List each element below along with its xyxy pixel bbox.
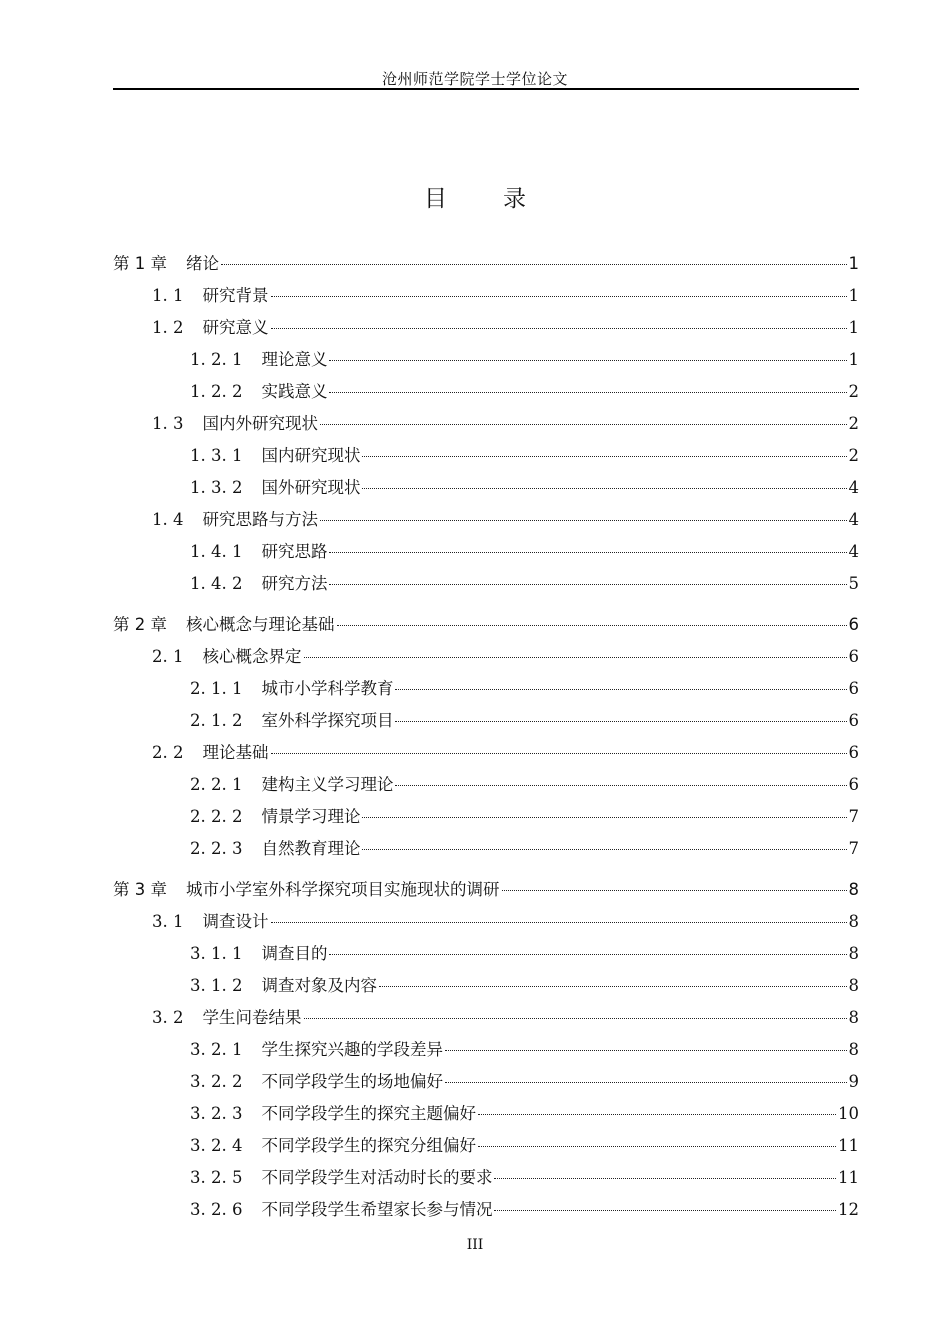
toc-entry-title: 不同学段学生对活动时长的要求: [261, 1168, 493, 1187]
toc-dot-leader: [478, 1146, 836, 1147]
toc-entry-page: 5: [848, 574, 859, 593]
toc-dot-leader: [395, 721, 846, 722]
toc-entry-title: 调查目的: [261, 944, 328, 963]
toc-section-entry[interactable]: [152, 739, 859, 763]
toc-entry-title: 理论意义: [261, 350, 328, 369]
toc-entry-title: 研究背景: [202, 286, 269, 305]
toc-entry-number: 3. 2. 6: [190, 1200, 243, 1219]
toc-entry-title: 不同学段学生的探究分组偏好: [261, 1136, 476, 1155]
toc-entry-page: 10: [838, 1104, 859, 1123]
toc-entry-title: 研究方法: [261, 574, 328, 593]
toc-subsection-entry[interactable]: [190, 474, 859, 498]
toc-subsection-entry[interactable]: [190, 538, 859, 562]
toc-subsection-entry[interactable]: [190, 940, 859, 964]
toc-entry-page: 12: [838, 1200, 859, 1219]
toc-entry-page: 8: [848, 1040, 859, 1059]
toc-chapter-entry[interactable]: [113, 876, 859, 900]
toc-dot-leader: [271, 296, 847, 297]
toc-title-char-1: 目: [424, 186, 447, 212]
toc-entry-page: 8: [848, 880, 859, 899]
toc-dot-leader: [271, 328, 847, 329]
toc-entry-page: 4: [848, 478, 859, 497]
toc-entry-page: 11: [838, 1136, 859, 1155]
toc-entry-number: 第 3 章: [113, 880, 167, 899]
toc-entry-title: 实践意义: [261, 382, 328, 401]
toc-dot-leader: [478, 1114, 836, 1115]
toc-subsection-entry[interactable]: [190, 1164, 859, 1188]
toc-subsection-entry[interactable]: [190, 346, 859, 370]
toc-entry-title: 学生问卷结果: [202, 1008, 302, 1027]
toc-entry-number: 2. 1. 1: [190, 679, 243, 698]
toc-entry-title: 调查对象及内容: [261, 976, 377, 995]
toc-dot-leader: [494, 1178, 836, 1179]
toc-section-entry[interactable]: [152, 314, 859, 338]
toc-subsection-entry[interactable]: [190, 771, 859, 795]
page-number: III: [466, 1237, 484, 1253]
toc-entry-title: 调查设计: [202, 912, 269, 931]
toc-dot-leader: [329, 392, 846, 393]
toc-entry-page: 8: [848, 1008, 859, 1027]
toc-subsection-entry[interactable]: [190, 972, 859, 996]
toc-subsection-entry[interactable]: [190, 675, 859, 699]
toc-entry-page: 4: [848, 510, 859, 529]
toc-entry-number: 1. 2. 2: [190, 382, 243, 401]
toc-subsection-entry[interactable]: [190, 378, 859, 402]
toc-entry-page: 6: [848, 647, 859, 666]
toc-dot-leader: [395, 785, 846, 786]
toc-subsection-entry[interactable]: [190, 570, 859, 594]
toc-entry-number: 3. 2: [152, 1008, 184, 1027]
toc-entry-page: 2: [848, 446, 859, 465]
toc-entry-page: 2: [848, 382, 859, 401]
toc-dot-leader: [271, 922, 847, 923]
toc-chapter-entry[interactable]: [113, 611, 859, 635]
toc-entry-page: 6: [848, 711, 859, 730]
toc-entry-number: 1. 4. 1: [190, 542, 243, 561]
toc-dot-leader: [329, 552, 846, 553]
toc-entry-page: 9: [848, 1072, 859, 1091]
toc-entry-page: 7: [848, 839, 859, 858]
toc-dot-leader: [362, 849, 846, 850]
toc-dot-leader: [494, 1210, 836, 1211]
toc-entry-number: 1. 4. 2: [190, 574, 243, 593]
toc-dot-leader: [221, 264, 847, 265]
toc-entry-page: 2: [848, 414, 859, 433]
toc-dot-leader: [271, 753, 847, 754]
toc-entry-number: 2. 1: [152, 647, 184, 666]
toc-entry-title: 自然教育理论: [261, 839, 361, 858]
toc-section-entry[interactable]: [152, 410, 859, 434]
toc-entry-number: 3. 2. 1: [190, 1040, 243, 1059]
toc-entry-number: 1. 3: [152, 414, 184, 433]
toc-entry-title: 城市小学科学教育: [261, 679, 394, 698]
toc-entry-title: 国内研究现状: [261, 446, 361, 465]
toc-entry-page: 8: [848, 912, 859, 931]
toc-entry-number: 3. 2. 5: [190, 1168, 243, 1187]
toc-entry-number: 1. 2. 1: [190, 350, 243, 369]
toc-entry-number: 3. 2. 2: [190, 1072, 243, 1091]
toc-entry-title: 学生探究兴趣的学段差异: [261, 1040, 443, 1059]
toc-entry-page: 6: [848, 615, 859, 634]
toc-dot-leader: [362, 488, 846, 489]
toc-entry-title: 绪论: [186, 254, 219, 273]
toc-entry-title: 城市小学室外科学探究项目实施现状的调研: [186, 880, 500, 899]
toc-entry-number: 3. 2. 4: [190, 1136, 243, 1155]
toc-entry-number: 第 1 章: [113, 254, 167, 273]
toc-entry-number: 1. 2: [152, 318, 184, 337]
toc-dot-leader: [320, 520, 847, 521]
toc-subsection-entry[interactable]: [190, 707, 859, 731]
toc-dot-leader: [329, 584, 846, 585]
toc-subsection-entry[interactable]: [190, 1036, 859, 1060]
toc-entry-page: 6: [848, 679, 859, 698]
toc-entry-page: 1: [848, 254, 859, 273]
toc-dot-leader: [395, 689, 846, 690]
toc-entry-number: 1. 4: [152, 510, 184, 529]
toc-entry-title: 核心概念界定: [202, 647, 302, 666]
toc-entry-number: 1. 3. 2: [190, 478, 243, 497]
toc-entry-title: 不同学段学生的探究主题偏好: [261, 1104, 476, 1123]
toc-dot-leader: [362, 456, 846, 457]
toc-entry-title: 国外研究现状: [261, 478, 361, 497]
toc-entry-number: 2. 2. 1: [190, 775, 243, 794]
toc-entry-title: 研究思路: [261, 542, 328, 561]
toc-dot-leader: [337, 625, 847, 626]
toc-dot-leader: [445, 1082, 847, 1083]
toc-entry-page: 4: [848, 542, 859, 561]
toc-subsection-entry[interactable]: [190, 442, 859, 466]
toc-subsection-entry[interactable]: [190, 803, 859, 827]
toc-entry-number: 2. 2. 2: [190, 807, 243, 826]
toc-section-entry[interactable]: [152, 1004, 859, 1028]
toc-entry-number: 3. 1. 1: [190, 944, 243, 963]
toc-entry-number: 2. 2: [152, 743, 184, 762]
toc-subsection-entry[interactable]: [190, 835, 859, 859]
toc-section-entry[interactable]: [152, 908, 859, 932]
toc-subsection-entry[interactable]: [190, 1196, 859, 1220]
toc-entry-title: 研究意义: [202, 318, 269, 337]
toc-chapter-entry[interactable]: [113, 250, 859, 274]
toc-entry-number: 第 2 章: [113, 615, 167, 634]
toc-section-entry[interactable]: [152, 282, 859, 306]
toc-entry-page: 1: [848, 286, 859, 305]
toc-subsection-entry[interactable]: [190, 1132, 859, 1156]
toc-entry-page: 1: [848, 318, 859, 337]
toc-dot-leader: [304, 657, 847, 658]
running-header: 沧州师范学院学士学位论文: [381, 70, 568, 88]
toc-entry-page: 8: [848, 976, 859, 995]
toc-entry-title: 理论基础: [202, 743, 269, 762]
toc-section-entry[interactable]: [152, 643, 859, 667]
toc-dot-leader: [329, 360, 846, 361]
toc-entry-number: 3. 1. 2: [190, 976, 243, 995]
toc-entry-page: 1: [848, 350, 859, 369]
toc-entry-title: 国内外研究现状: [202, 414, 318, 433]
toc-entry-title: 室外科学探究项目: [261, 711, 394, 730]
toc-dot-leader: [502, 890, 847, 891]
toc-entry-title: 核心概念与理论基础: [186, 615, 335, 634]
toc-entry-title: 建构主义学习理论: [261, 775, 394, 794]
toc-entry-number: 1. 3. 1: [190, 446, 243, 465]
toc-entry-page: 11: [838, 1168, 859, 1187]
toc-entry-number: 2. 2. 3: [190, 839, 243, 858]
toc-entry-number: 3. 1: [152, 912, 184, 931]
toc-entry-title: 情景学习理论: [261, 807, 361, 826]
toc-title-char-2: 录: [503, 186, 526, 212]
toc-entry-number: 2. 1. 2: [190, 711, 243, 730]
toc-entry-page: 6: [848, 775, 859, 794]
toc-dot-leader: [445, 1050, 847, 1051]
toc-title: [0, 180, 950, 213]
toc-subsection-entry[interactable]: [190, 1068, 859, 1092]
toc-entry-page: 6: [848, 743, 859, 762]
toc-entry-page: 7: [848, 807, 859, 826]
toc-dot-leader: [320, 424, 847, 425]
toc-dot-leader: [329, 954, 846, 955]
toc-subsection-entry[interactable]: [190, 1100, 859, 1124]
toc-entry-number: 1. 1: [152, 286, 184, 305]
toc-entry-title: 不同学段学生希望家长参与情况: [261, 1200, 493, 1219]
toc-entry-page: 8: [848, 944, 859, 963]
toc-dot-leader: [379, 986, 847, 987]
toc-dot-leader: [362, 817, 846, 818]
toc-section-entry[interactable]: [152, 506, 859, 530]
toc-entry-title: 研究思路与方法: [202, 510, 318, 529]
header-rule: [113, 88, 859, 90]
toc-entry-number: 3. 2. 3: [190, 1104, 243, 1123]
toc-entry-title: 不同学段学生的场地偏好: [261, 1072, 443, 1091]
toc-dot-leader: [304, 1018, 847, 1019]
